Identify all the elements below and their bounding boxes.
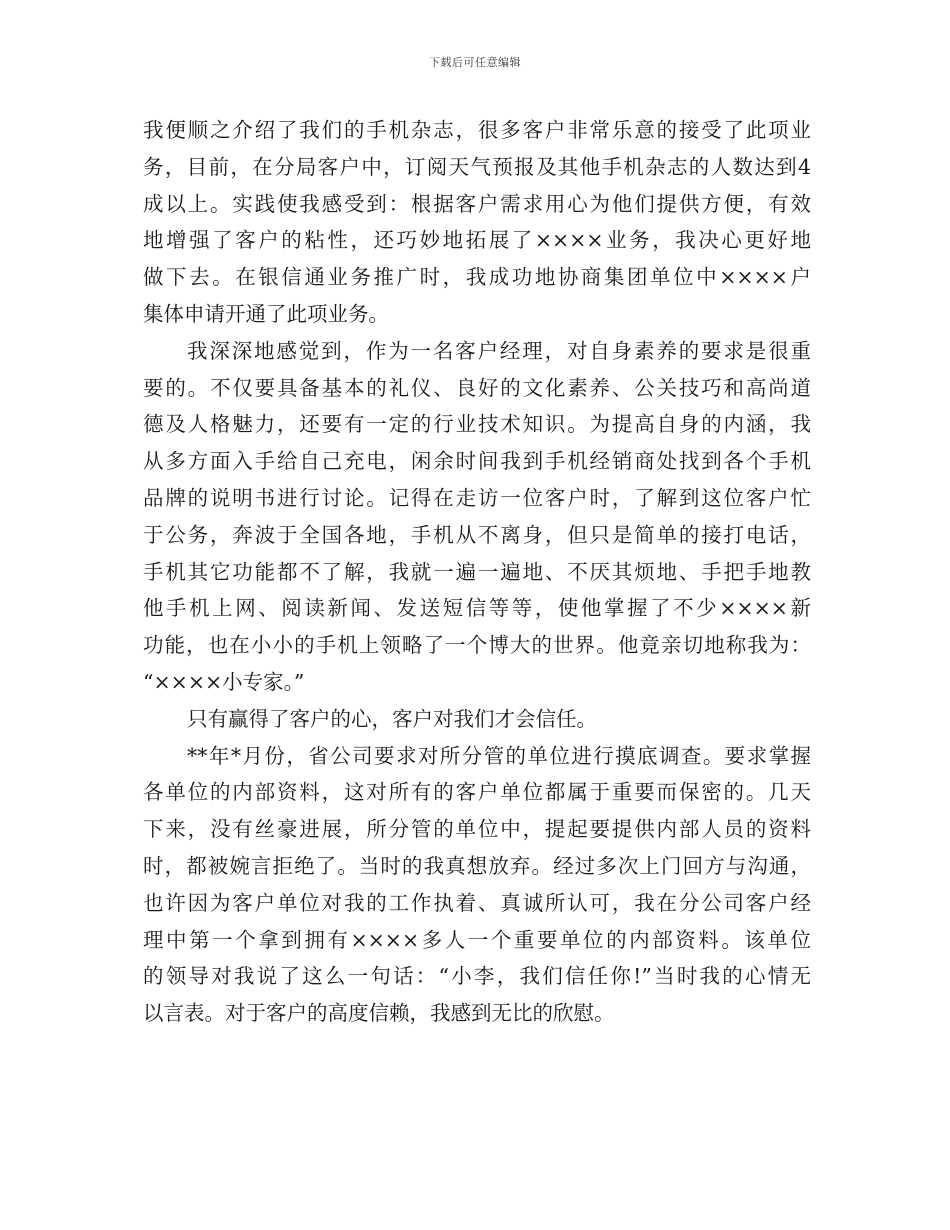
text-line: **年*月份，省公司要求对所分管的单位进行摸底调查。要求掌握 xyxy=(187,743,811,768)
paragraph-4 xyxy=(143,738,811,1032)
text-line: 时，都被婉言拒绝了。当时的我真想放弃。经过多次上门回方与沟通， xyxy=(143,853,811,878)
text-line: 要的。不仅要具备基本的礼仪、良好的文化素养、公关技巧和高尚道 xyxy=(143,375,811,400)
text-line: “××××小专家。” xyxy=(143,669,305,694)
text-line: 我深深地感觉到，作为一名客户经理，对自身素养的要求是很重 xyxy=(187,338,811,363)
text-line: 地增强了客户的粘性，还巧妙地拓展了××××业务，我决心更好地 xyxy=(143,228,811,253)
text-line: 只有赢得了客户的心，客户对我们才会信任。 xyxy=(187,706,597,731)
text-line: 务，目前，在分局客户中，订阅天气预报及其他手机杂志的人数达到4 xyxy=(143,154,811,179)
text-line: 于公务，奔波于全国各地，手机从不离身，但只是简单的接打电话， xyxy=(143,522,811,547)
text-line: 品牌的说明书进行讨论。记得在走访一位客户时，了解到这位客户忙 xyxy=(143,485,811,510)
text-line: 也许因为客户单位对我的工作执着、真诚所认可，我在分公司客户经 xyxy=(143,890,811,915)
text-line: 集体申请开通了此项业务。 xyxy=(143,301,389,326)
text-line: 成以上。实践使我感受到：根据客户需求用心为他们提供方便，有效 xyxy=(143,191,811,216)
paragraph-3 xyxy=(143,701,811,738)
paragraph-2 xyxy=(143,333,811,701)
text-line: 我便顺之介绍了我们的手机杂志，很多客户非常乐意的接受了此项业 xyxy=(143,118,811,142)
text-line: 手机其它功能都不了解，我就一遍一遍地、不厌其烦地、手把手地教 xyxy=(143,559,811,584)
text-line: 做下去。在银信通业务推广时，我成功地协商集团单位中××××户 xyxy=(143,265,811,290)
paragraph-1 xyxy=(143,112,811,333)
text-line: 从多方面入手给自己充电，闲余时间我到手机经销商处找到各个手机 xyxy=(143,449,811,474)
document-body xyxy=(143,112,811,1032)
text-line: 下来，没有丝豪进展，所分管的单位中，提起要提供内部人员的资料 xyxy=(143,817,811,842)
text-line: 以言表。对于客户的高度信赖，我感到无比的欣慰。 xyxy=(143,1001,615,1026)
page-header: 下载后可任意编辑 xyxy=(429,56,521,69)
text-line: 理中第一个拿到拥有××××多人一个重要单位的内部资料。该单位 xyxy=(143,927,811,952)
text-line: 功能，也在小小的手机上领略了一个博大的世界。他竟亲切地称我为： xyxy=(143,633,811,658)
text-line: 的领导对我说了这么一句话：“小李，我们信任你!”当时我的心情无 xyxy=(143,964,811,989)
text-line: 他手机上网、阅读新闻、发送短信等等，使他掌握了不少××××新 xyxy=(143,596,811,621)
text-line: 德及人格魅力，还要有一定的行业技术知识。为提高自身的内涵，我 xyxy=(143,412,811,437)
text-line: 各单位的内部资料，这对所有的客户单位都属于重要而保密的。几天 xyxy=(143,780,811,805)
